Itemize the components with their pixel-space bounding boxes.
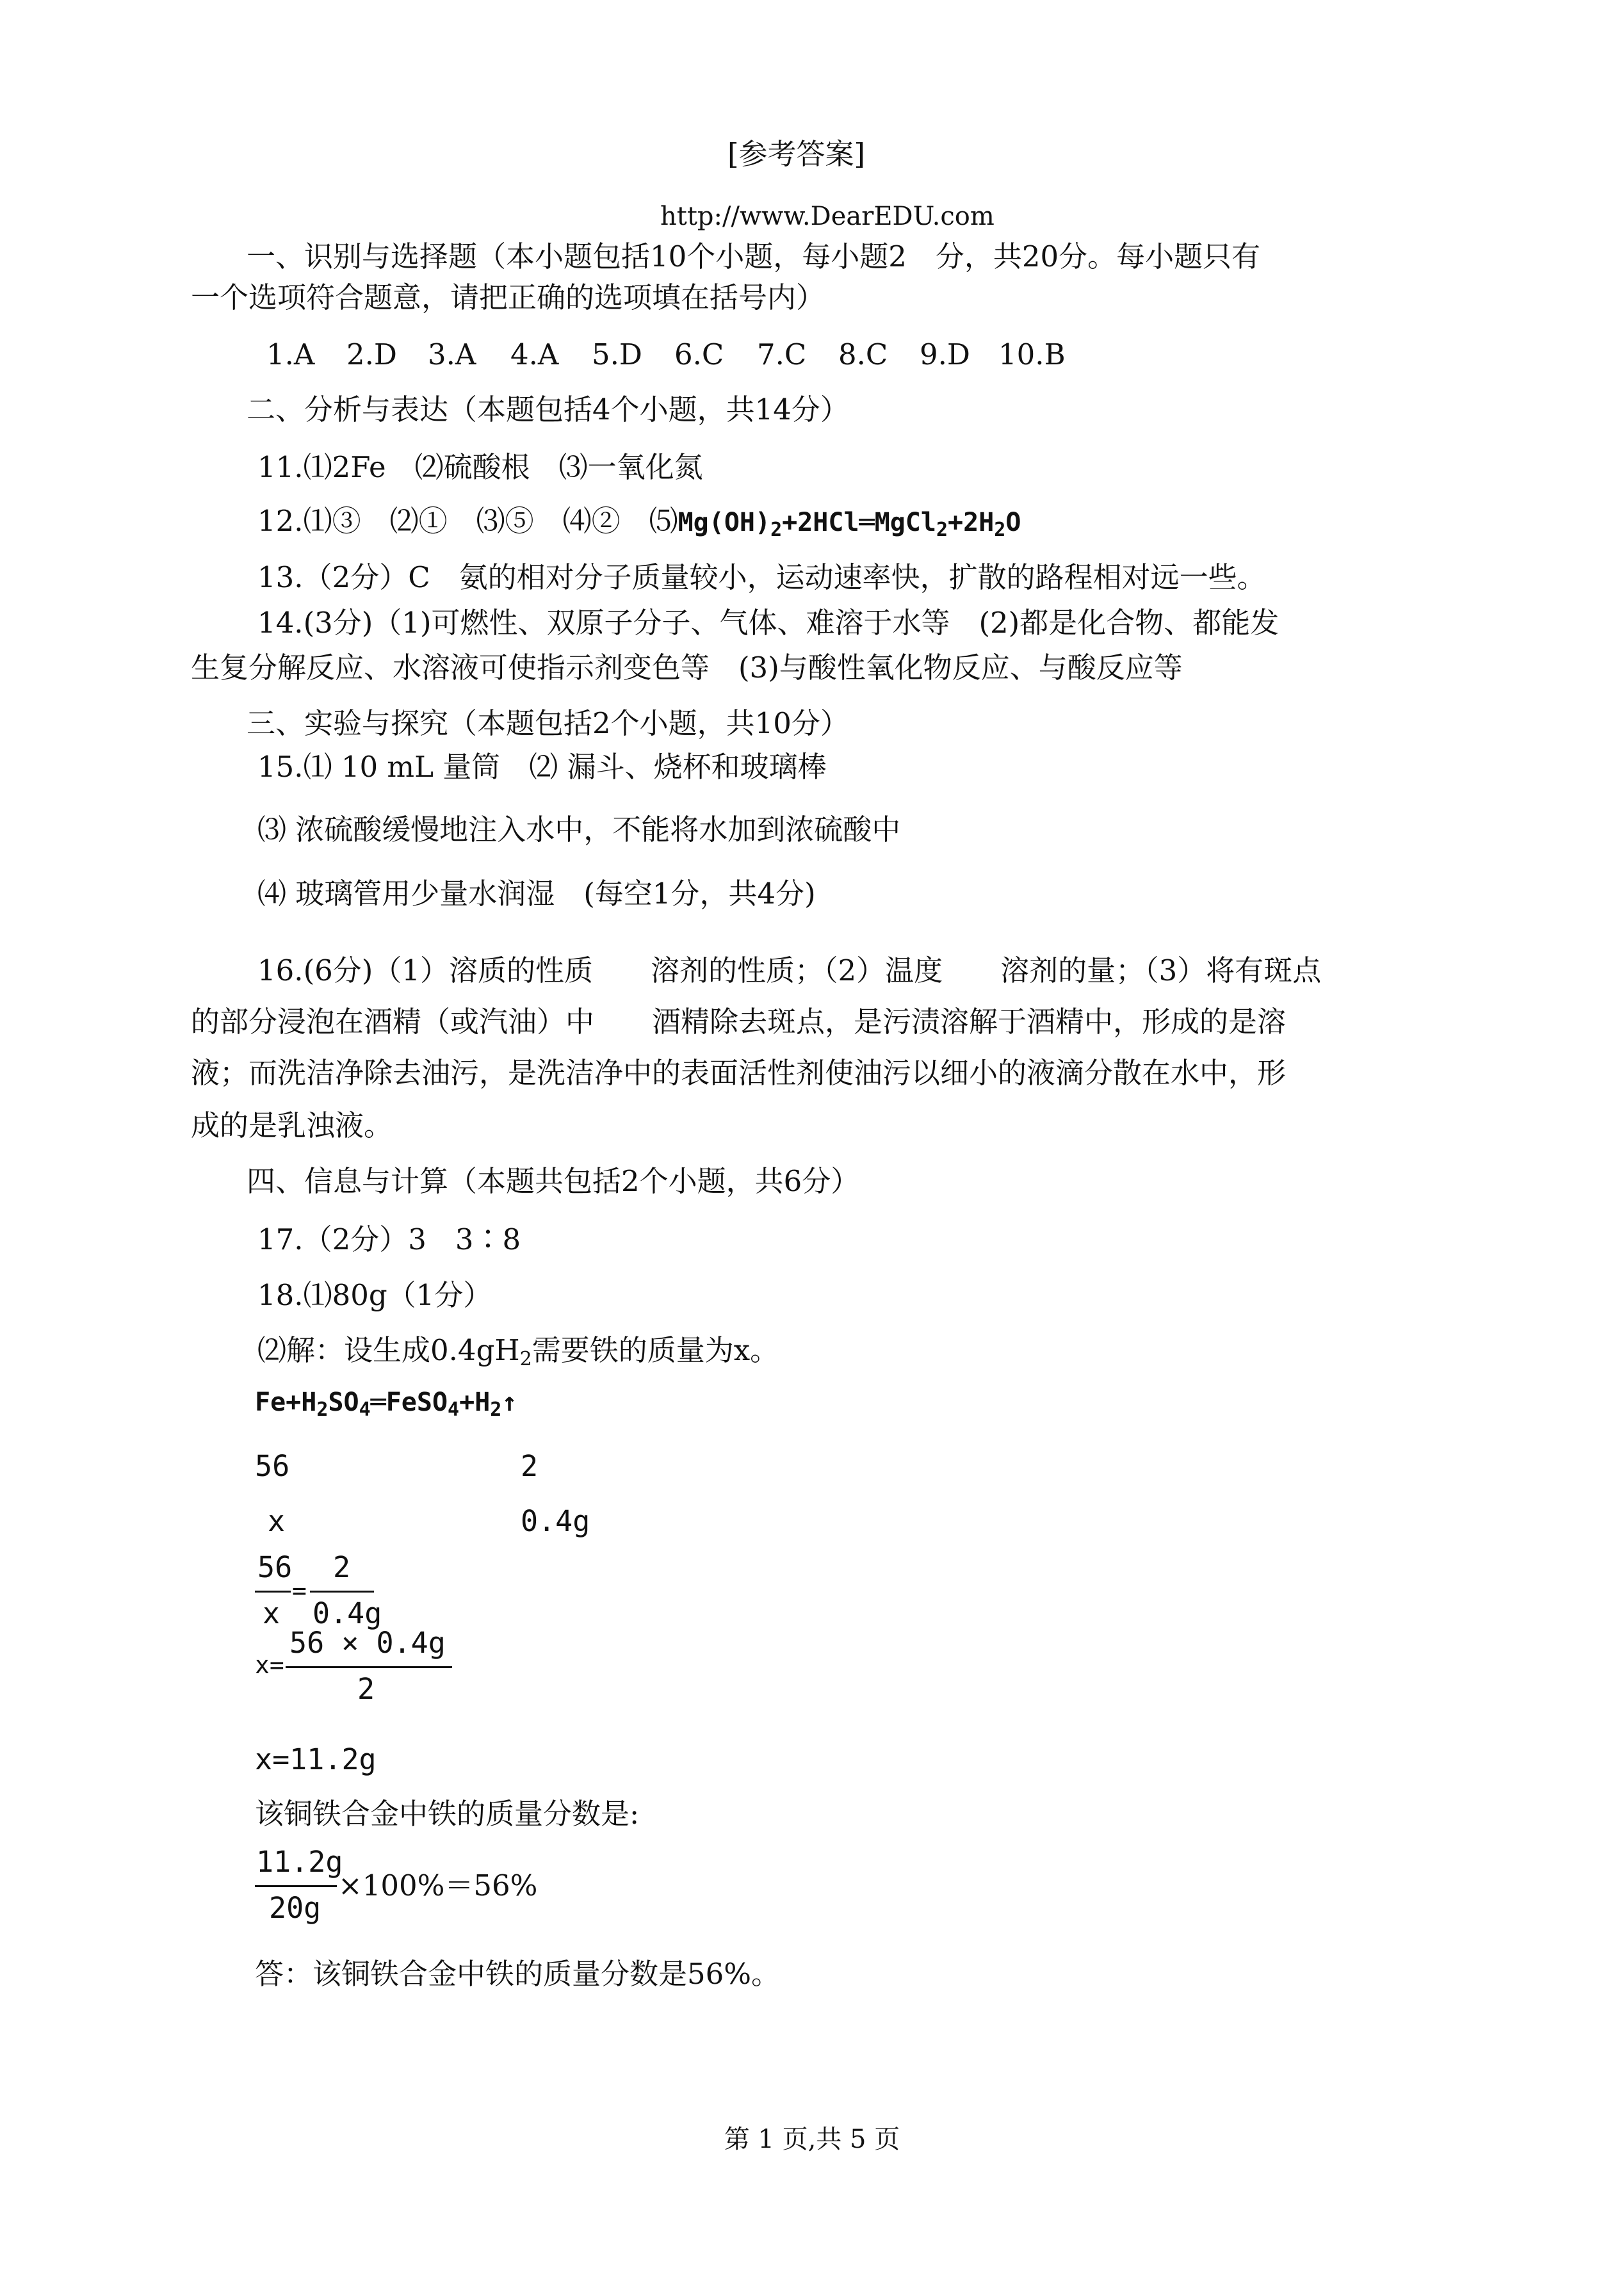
q12-equation: $Mg(OH)_2+2HCl═MgCl_2+2H_2O$	[678, 508, 1021, 541]
percent-result: ×100%＝56%	[338, 1869, 538, 1902]
fraction-bar	[255, 1885, 337, 1887]
fraction-denominator: x	[263, 1596, 280, 1630]
source-url: http://www.DearEDU.com	[660, 202, 995, 231]
q16-answer-line1: 16.(6分)（1）溶质的性质 溶剂的性质；（2）温度 溶剂的量；（3）将有斑点	[257, 953, 1322, 987]
molar-mass-h2: 2	[521, 1449, 539, 1483]
answer-item: 1.A	[266, 337, 315, 371]
q15-answer-3: ⑶ 浓硫酸缓慢地注入水中，不能将水加到浓硫酸中	[257, 813, 901, 847]
answer-item: 10.B	[998, 337, 1066, 371]
section4-heading: 四、信息与计算（本题共包括2个小题，共6分）	[247, 1164, 860, 1198]
section1-heading-line2: 一个选项符合题意，请把正确的选项填在括号内）	[191, 280, 825, 314]
fraction-denominator: 0.4g	[313, 1596, 382, 1630]
q16-answer-line4: 成的是乳浊液。	[191, 1108, 393, 1142]
unknown-x: x	[268, 1504, 286, 1538]
reaction-equation: $Fe+H_2SO_4═FeSO_4+H_2↑$	[255, 1388, 517, 1421]
answer-item: 7.C	[757, 337, 807, 371]
given-h2-mass: 0.4g	[521, 1504, 590, 1538]
mass-fraction-label: 该铜铁合金中铁的质量分数是:	[255, 1797, 640, 1831]
fraction-numerator: 2	[333, 1550, 351, 1584]
answer-item: 9.D	[920, 337, 971, 371]
molar-mass-fe: 56	[255, 1449, 290, 1483]
x-result: x=11.2g	[255, 1742, 377, 1776]
answer-item: 4.A	[510, 337, 559, 371]
q14-answer-line2: 生复分解反应、水溶液可使指示剂变色等 (3)与酸性氧化物反应、与酸反应等	[191, 651, 1183, 685]
q12-answer	[257, 503, 1021, 540]
fraction-bar	[255, 1591, 291, 1593]
q15-answer-1: 15.⑴ 10 mL 量筒 ⑵ 漏斗、烧杯和玻璃棒	[257, 750, 827, 784]
q15-answer-4: ⑷ 玻璃管用少量水润湿 (每空1分，共4分)	[257, 877, 816, 911]
answer-item: 6.C	[674, 337, 724, 371]
fraction-denominator: 2	[357, 1672, 375, 1706]
proportion-equals: =	[292, 1577, 307, 1605]
q17-answer: 17.（2分）3 3∶8	[257, 1222, 521, 1256]
answer-item: 8.C	[838, 337, 888, 371]
fraction-bar	[286, 1666, 452, 1668]
fraction-numerator: 11.2g	[256, 1845, 343, 1879]
q18-answer-1: 18.⑴80g（1分）	[257, 1278, 492, 1312]
q16-answer-line3: 液；而洗洁净除去油污，是洗洁净中的表面活性剂使油污以细小的液滴分散在水中，形	[191, 1056, 1287, 1090]
q13-answer: 13.（2分）C 氨的相对分子质量较小，运动速率快，扩散的路程相对远一些。	[257, 560, 1266, 594]
final-answer: 答：该铜铁合金中铁的质量分数是56%。	[255, 1957, 781, 1991]
answer-item: 2.D	[346, 337, 398, 371]
section1-answers	[266, 337, 1163, 373]
section1-heading-line1: 一、识别与选择题（本小题包括10个小题，每小题2 分，共20分。每小题只有	[247, 239, 1261, 273]
fraction-numerator: 56 × 0.4g	[289, 1626, 446, 1660]
fraction-numerator: 56	[257, 1550, 293, 1584]
section2-heading: 二、分析与表达（本题包括4个小题，共14分）	[247, 393, 849, 426]
page-title: [参考答案]	[727, 137, 866, 171]
q16-answer-line2: 的部分浸泡在酒精（或汽油）中 酒精除去斑点，是污渍溶解于酒精中，形成的是溶	[191, 1005, 1287, 1039]
q11-answer: 11.⑴2Fe ⑵硫酸根 ⑶一氧化氮	[257, 450, 703, 484]
answer-item: 5.D	[592, 337, 643, 371]
fraction-bar	[310, 1591, 374, 1593]
page-number: 第 1 页,共 5 页	[724, 2125, 900, 2154]
x-equals: x=	[255, 1651, 284, 1679]
fraction-denominator: 20g	[269, 1891, 321, 1925]
answer-item: 3.A	[428, 337, 476, 371]
section3-heading: 三、实验与探究（本题包括2个小题，共10分）	[247, 706, 849, 740]
q14-answer-line1: 14.(3分)（1)可燃性、双原子分子、气体、难溶于水等 (2)都是化合物、都能发	[257, 606, 1279, 640]
q18-solution-intro: ⑵解：设生成$0.4gH_2$需要铁的质量为x。	[257, 1333, 779, 1370]
q12-choices: 12.⑴③ ⑵① ⑶⑤ ⑷② ⑸	[257, 504, 678, 538]
